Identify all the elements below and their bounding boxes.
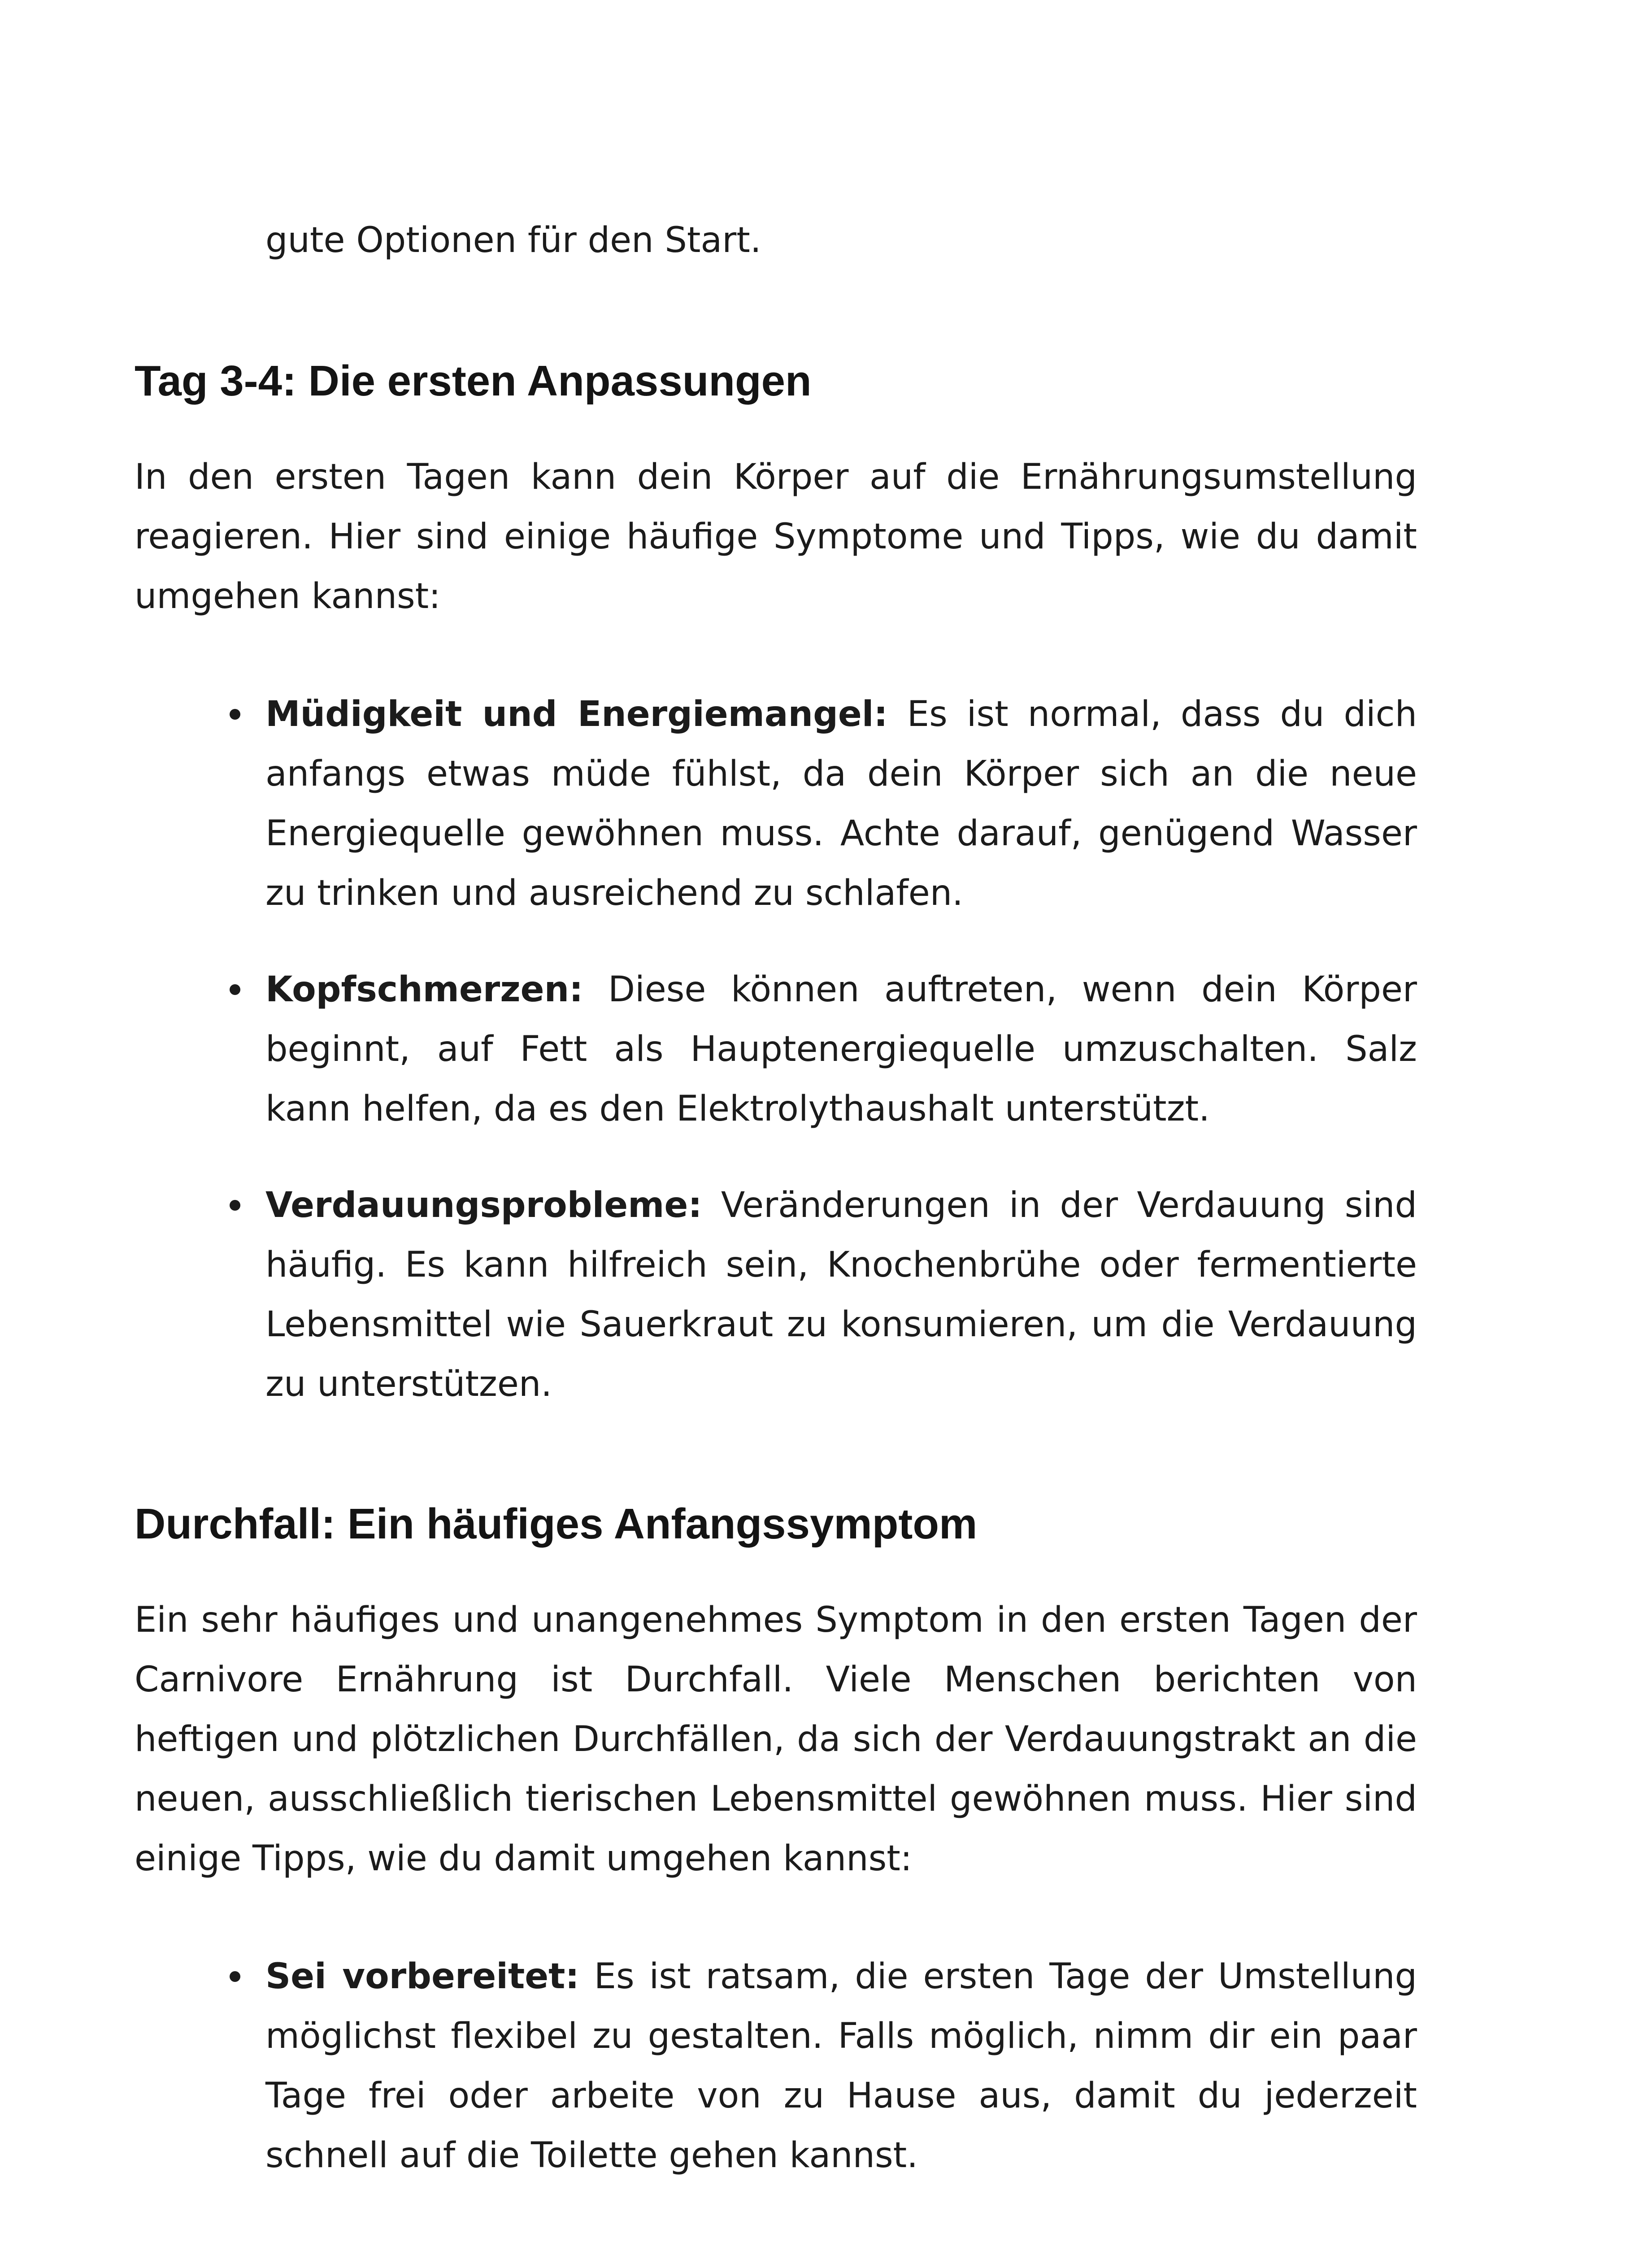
list-item-digestion	[135, 1176, 1417, 1414]
section-paragraph-diarrhea: Ein sehr häufiges und unangenehmes Symptom in den ersten Tagen der Carnivore Ernährung ist Durchfall. Viele Menschen berichten von heftigen und plötzlichen Durchfällen, da sich der Verdauungstrakt an die neuen, ausschließlich tierischen Lebensmittel gewöhnen muss. Hier sind einige Tipps, wie du damit umgehen kannst:	[135, 1600, 1417, 1879]
list-item-term: Verdauungsprobleme:	[265, 1185, 702, 1225]
list-item-text	[265, 1947, 1417, 2186]
list-item-text	[265, 960, 1417, 1139]
list-item-description: Es ist ratsam, die ersten Tage der Umstellung möglichst flexibel zu gestalten. Falls möglich, nimm dir ein paar Tage frei oder arbeite von zu Hause aus, damit du jederzeit schnell auf die Toilette gehen kannst.	[265, 1956, 1417, 2176]
bullet-icon	[230, 709, 240, 720]
list-item-term: Müdigkeit und Energiemangel:	[265, 694, 888, 734]
list-item-description: Veränderungen in der Verdauung sind häufig. Es kann hilfreich sein, Knochenbrühe oder fermentierte Lebensmittel wie Sauerkraut zu konsumieren, um die Verdauung zu unterstützen.	[265, 1185, 1417, 1404]
list-item-text	[265, 685, 1417, 923]
spacer	[135, 411, 1417, 448]
list-item-text	[265, 1176, 1417, 1414]
list-item-term: Kopfschmerzen:	[265, 969, 583, 1010]
spacer	[135, 1414, 1417, 1494]
bullet-icon	[230, 984, 240, 995]
list-item-description: Es ist normal, dass du dich anfangs etwas müde fühlst, da dein Körper sich an die neue Energiequelle gewöhnen muss. Achte darauf, genügend Wasser zu trinken und ausreichend zu schlafen.	[265, 694, 1417, 913]
intro-continuation: gute Optionen für den Start.	[265, 220, 761, 261]
spacer	[135, 1889, 1417, 1947]
list-item-fatigue	[135, 685, 1417, 923]
tips-list	[135, 1947, 1417, 2186]
symptom-list	[135, 685, 1417, 1414]
list-item-headache	[135, 960, 1417, 1139]
bullet-icon	[230, 1200, 240, 1211]
list-item-term: Sei vorbereitet:	[265, 1956, 579, 1997]
spacer	[135, 626, 1417, 685]
section-heading-adjustments: Tag 3-4: Die ersten Anpassungen	[135, 357, 812, 405]
section-heading-diarrhea: Durchfall: Ein häufiges Anfangssymptom	[135, 1500, 978, 1548]
spacer	[135, 1554, 1417, 1590]
list-item-description: Diese können auftreten, wenn dein Körper beginnt, auf Fett als Hauptenergiequelle umzuschalten. Salz kann helfen, da es den Elektrolythaushalt unterstützt.	[265, 969, 1417, 1129]
section-paragraph-adjustments: In den ersten Tagen kann dein Körper auf die Ernährungsumstellung reagieren. Hier sind einige häufige Symptome und Tipps, wie du damit umgehen kannst:	[135, 457, 1417, 617]
page-content	[135, 211, 1417, 2186]
bullet-icon	[230, 1971, 240, 1982]
list-item-be-prepared	[135, 1947, 1417, 2186]
spacer	[135, 270, 1417, 351]
